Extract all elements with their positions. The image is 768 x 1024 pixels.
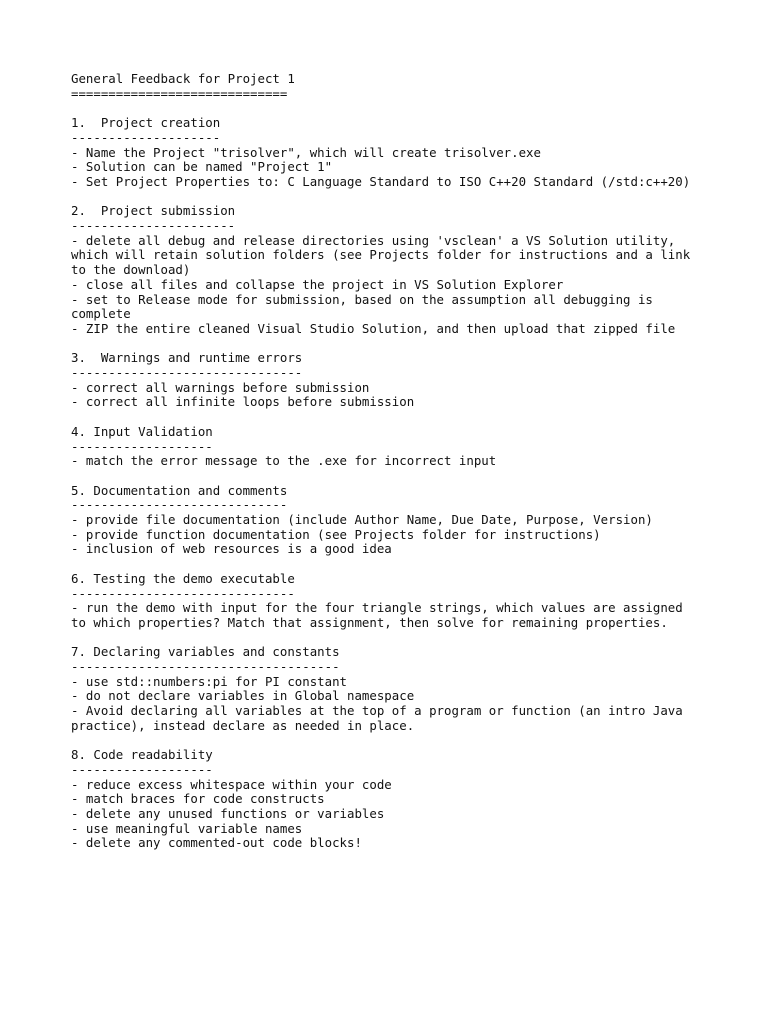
- blank-line: [71, 557, 731, 572]
- document-title: General Feedback for Project 1: [71, 71, 295, 86]
- section-underline: -----------------------------: [71, 497, 288, 513]
- section-heading: 3. Warnings and runtime errors: [71, 350, 303, 366]
- section-underline: ------------------------------: [71, 585, 295, 601]
- section-line: - provide file documentation (include Author Name, Due Date, Purpose, Version): [71, 512, 653, 528]
- section-underline: -------------------: [71, 761, 213, 777]
- section-heading: 6. Testing the demo executable: [71, 570, 295, 586]
- section-line: - Set Project Properties to: C Language Standard to ISO C++20 Standard (/std:c++20): [71, 173, 691, 189]
- blank-line: [71, 410, 731, 425]
- section-line: - match the error message to the .exe for incorrect input: [71, 453, 497, 469]
- section-line: - close all files and collapse the project in VS Solution Explorer: [71, 276, 564, 292]
- section-line: - use meaningful variable names: [71, 820, 303, 836]
- blank-line: [71, 190, 731, 205]
- section-line: - provide function documentation (see Projects folder for instructions): [71, 526, 601, 542]
- blank-line: [71, 469, 731, 484]
- section-line: - delete all debug and release directories using 'vsclean' a VS Solution utility,: [71, 232, 676, 248]
- section-line: practice), instead declare as needed in place.: [71, 717, 415, 733]
- section-line: complete: [71, 306, 131, 322]
- section-4: [71, 425, 731, 469]
- section-7: [71, 645, 731, 733]
- blank-line: [71, 734, 731, 749]
- section-line: - do not declare variables in Global namespace: [71, 688, 415, 704]
- section-line: to the download): [71, 262, 191, 278]
- section-6: [71, 572, 731, 631]
- section-line: which will retain solution folders (see Projects folder for instructions and a link: [71, 247, 691, 263]
- section-line: - Solution can be named "Project 1": [71, 159, 333, 175]
- section-underline: -------------------------------: [71, 365, 303, 381]
- section-line: - delete any commented-out code blocks!: [71, 835, 362, 851]
- section-line: - set to Release mode for submission, based on the assumption all debugging is: [71, 291, 653, 307]
- section-8: [71, 748, 731, 851]
- section-heading: 2. Project submission: [71, 203, 236, 219]
- section-line: - ZIP the entire cleaned Visual Studio Solution, and then upload that zipped file: [71, 320, 676, 336]
- section-underline: ------------------------------------: [71, 659, 340, 675]
- section-line: - Name the Project "trisolver", which will create trisolver.exe: [71, 144, 541, 160]
- blank-line: [71, 631, 731, 646]
- section-heading: 1. Project creation: [71, 115, 221, 131]
- blank-line: [71, 101, 731, 116]
- section-line: - match braces for code constructs: [71, 791, 325, 807]
- section-line: - inclusion of web resources is a good idea: [71, 541, 392, 557]
- section-line: - Avoid declaring all variables at the top of a program or function (an intro Java: [71, 703, 683, 719]
- section-heading: 7. Declaring variables and constants: [71, 644, 340, 660]
- section-3: [71, 351, 731, 410]
- section-line: - use std::numbers:pi for PI constant: [71, 673, 348, 689]
- section-5: [71, 484, 731, 558]
- sections-container: [71, 101, 731, 851]
- section-line: - run the demo with input for the four triangle strings, which values are assigned: [71, 600, 683, 616]
- title-underline: =============================: [71, 85, 288, 101]
- section-line: - reduce excess whitespace within your code: [71, 776, 392, 792]
- section-line: to which properties? Match that assignment, then solve for remaining properties.: [71, 614, 668, 630]
- section-1: [71, 116, 731, 190]
- section-underline: -------------------: [71, 438, 213, 454]
- section-line: - correct all infinite loops before submission: [71, 394, 415, 410]
- feedback-document: [71, 72, 731, 851]
- section-line: - correct all warnings before submission: [71, 379, 370, 395]
- blank-line: [71, 337, 731, 352]
- section-underline: ----------------------: [71, 218, 236, 233]
- section-line: - delete any unused functions or variables: [71, 806, 385, 822]
- section-underline: --------------------: [71, 129, 221, 145]
- section-heading: 4. Input Validation: [71, 423, 213, 439]
- section-heading: 5. Documentation and comments: [71, 482, 288, 498]
- section-2: [71, 204, 731, 336]
- section-heading: 8. Code readability: [71, 747, 213, 763]
